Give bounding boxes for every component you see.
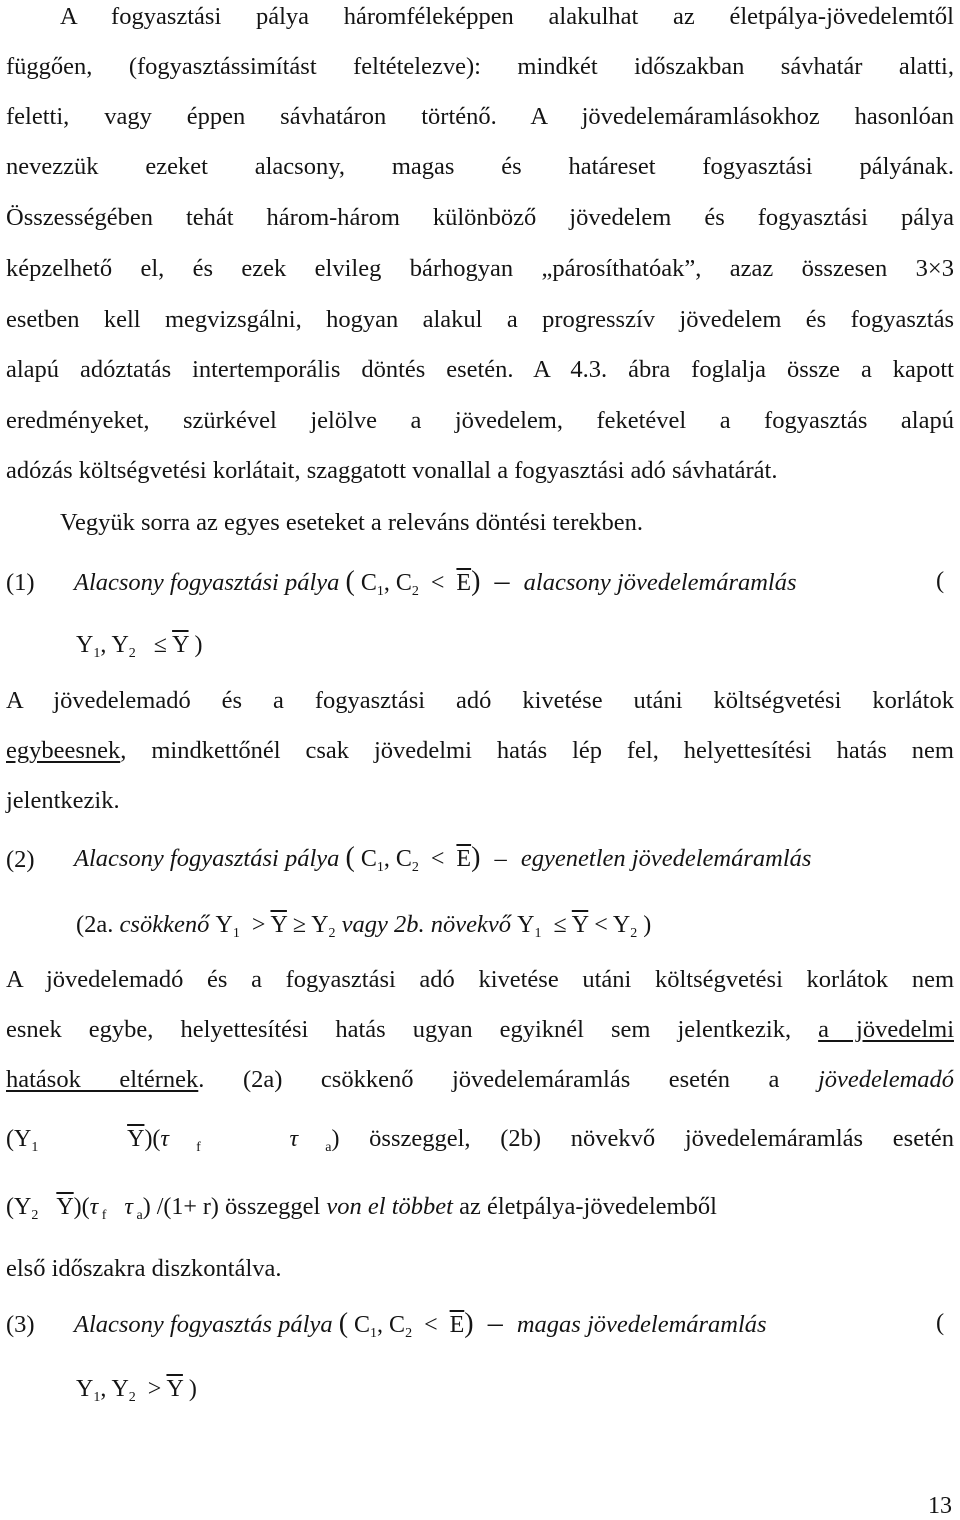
dash: –	[494, 564, 510, 597]
paragraph-line: eredményeket, szürkével jelölve a jövedelem, feketével a fogyasztás alapú	[6, 407, 954, 434]
paragraph-line: függően, (fogyasztássimítást feltételezve): mindkét időszakban sávhatár alatti,	[6, 53, 954, 80]
paragraph-line: esetben kell megvizsgálni, hogyan alakul a progresszív jövedelem és fogyasztás	[6, 306, 954, 333]
case-number: (1)	[6, 569, 35, 596]
paragraph-line: feletti, vagy éppen sávhatáron történő. A jövedelemáramlásokhoz hasonlóan	[6, 103, 954, 130]
paragraph-line: jelentkezik.	[6, 787, 120, 814]
formula: $Y_1$, $Y_2 > \overline{Y}$ )	[76, 1376, 197, 1405]
case-label: Alacsony fogyasztási pálya	[74, 845, 340, 872]
case-label: Alacsony fogyasztási pálya	[74, 569, 340, 596]
paragraph-line: ($Y_1$ $\overline{Y})(\tau$ $_f$ τ $_a$) összeggel, (2b) növekvő jövedelemáramlás esetén	[6, 1125, 955, 1155]
case-label: Alacsony fogyasztás pálya	[74, 1311, 333, 1338]
case-heading: Alacsony fogyasztás pálya ( $C_1$, $C_2 < \overline{E}$) – magas jövedelemáramlás	[74, 1306, 767, 1341]
dash: –	[487, 1306, 503, 1339]
formula: (2a. csökkenő $Y_1 > \overline{Y} \ge Y_2$ vagy 2b. növekvő $Y_1 \le \overline{Y} < Y_2$ )	[76, 911, 652, 941]
case-number: (2)	[6, 846, 35, 873]
case-number: (3)	[6, 1311, 35, 1338]
formula: ($Y_2$ $\overline{Y})(\tau$ $_f$ τ $_a$) /(1+ r) összeggel von el többet az életpálya-jövedelemből	[6, 1193, 717, 1223]
dash: –	[494, 845, 507, 872]
paragraph-line: esnek egybe, helyettesítési hatás ugyan egyiknél sem jelentkezik, a jövedelmi	[6, 1016, 954, 1043]
income-flow: alacsony jövedelemáramlás	[523, 569, 797, 596]
paragraph-line: Vegyük sorra az egyes eseteket a releváns döntési terekben.	[60, 509, 643, 536]
income-flow: egyenetlen jövedelemáramlás	[520, 845, 812, 872]
paragraph-line: egybeesnek, mindkettőnél csak jövedelmi hatás lép fel, helyettesítési hatás nem	[6, 737, 954, 764]
open-paren: (	[936, 1309, 945, 1336]
page-number: 13	[928, 1493, 952, 1519]
paragraph-line: képzelhető el, és ezek elvileg bárhogyan „párosíthatóak”, azaz összesen 3×3	[6, 255, 954, 282]
paragraph-line: első időszakra diszkontálva.	[6, 1255, 282, 1282]
paragraph-line: A jövedelemadó és a fogyasztási adó kivetése utáni költségvetési korlátok nem	[6, 966, 954, 993]
paragraph-line: A jövedelemadó és a fogyasztási adó kivetése utáni költségvetési korlátok	[6, 687, 954, 714]
paragraph-line: A fogyasztási pálya háromféleképpen alakulhat az életpálya-jövedelemtől	[60, 3, 954, 30]
case-heading: Alacsony fogyasztási pálya ( $C_1$, $C_2 < \overline{E}$) – alacsony jövedelemáramlás	[74, 564, 797, 599]
paragraph-line: Összességében tehát három-három különböző jövedelem és fogyasztási pálya	[6, 204, 954, 231]
paragraph-line: adózás költségvetési korlátait, szaggatott vonallal a fogyasztási adó sávhatárát.	[6, 457, 778, 484]
case-heading: Alacsony fogyasztási pálya ( $C_1$, $C_2 < \overline{E}$) – egyenetlen jövedelemáramlás	[74, 842, 812, 875]
paragraph-line: hatások eltérnek. (2a) csökkenő jövedelemáramlás esetén a jövedelemadó	[6, 1066, 955, 1093]
income-flow: magas jövedelemáramlás	[516, 1311, 767, 1338]
paragraph-line: nevezzük ezeket alacsony, magas és határeset fogyasztási pályának.	[6, 153, 954, 180]
open-paren: (	[936, 567, 945, 594]
paragraph-line: alapú adóztatás intertemporális döntés esetén. A 4.3. ábra foglalja össze a kapott	[6, 356, 954, 383]
formula: $Y_1$, $Y_2 \le \overline{Y}$ )	[76, 632, 203, 661]
